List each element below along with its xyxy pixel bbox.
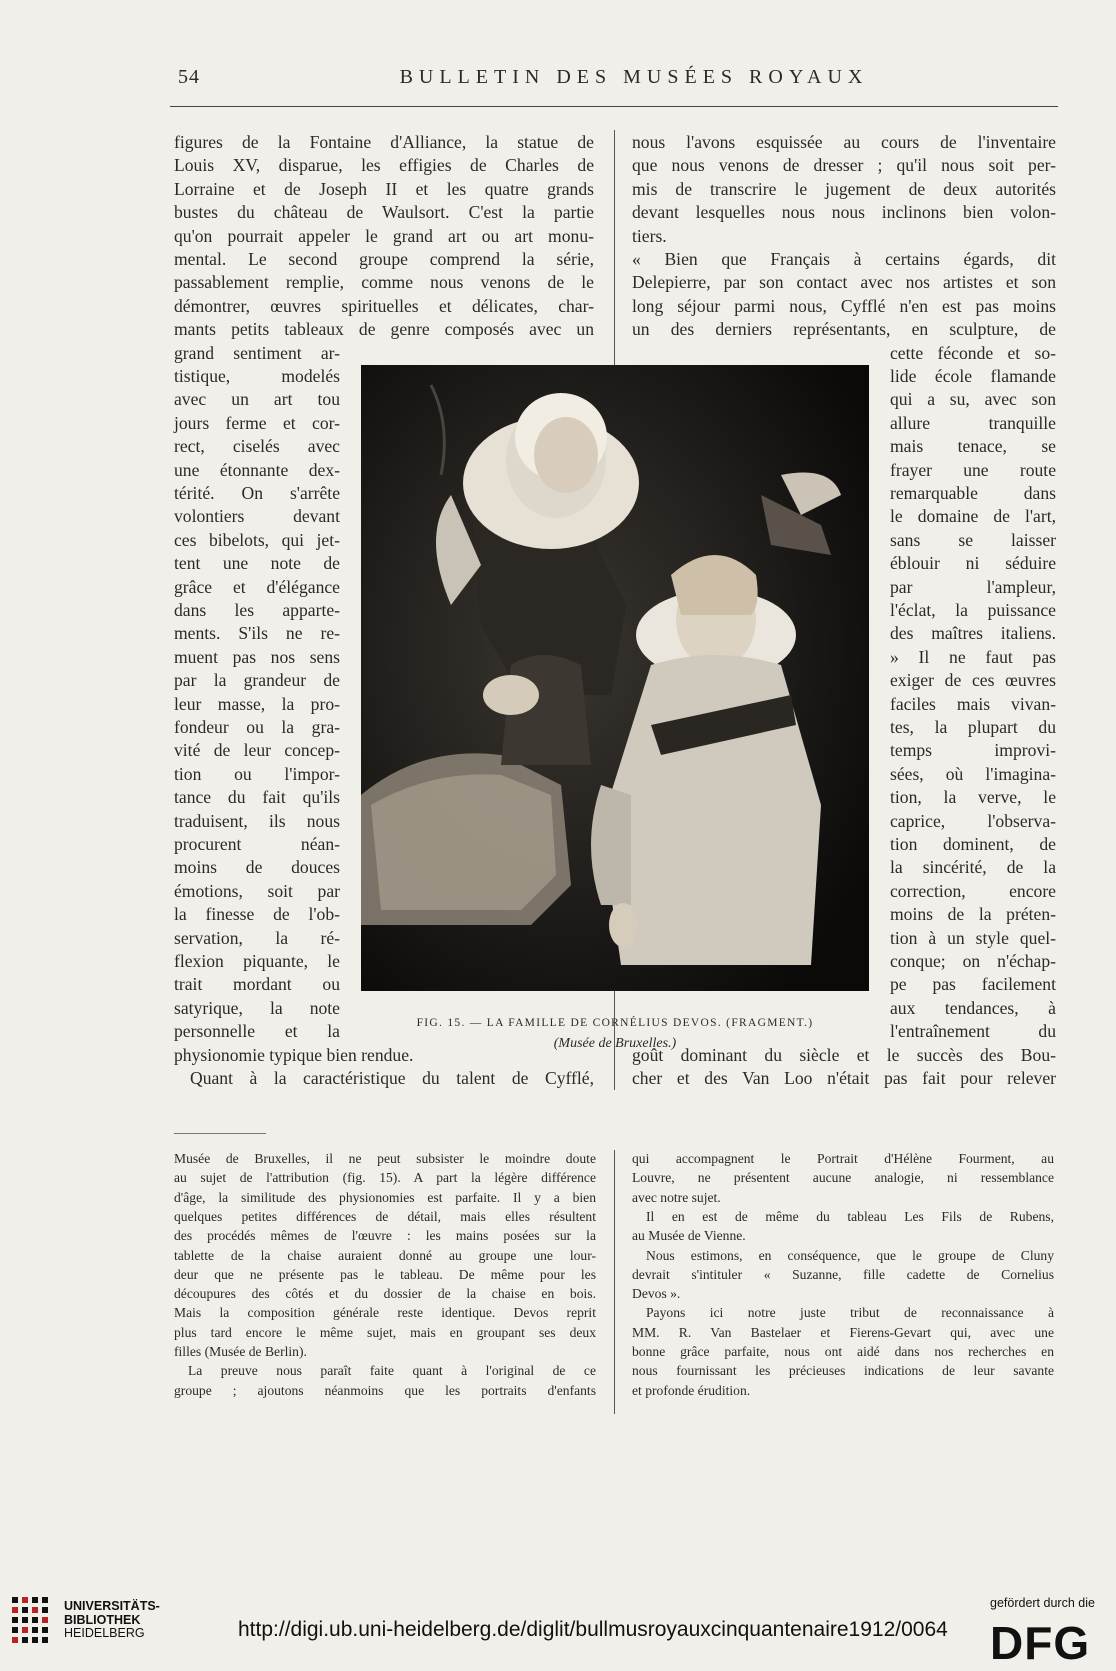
left-column-line: servation, la ré-	[174, 927, 340, 948]
left-column-line: moins de douces	[174, 857, 340, 878]
right-column-line: cher et des Van Loo n'était pas fait pour relever	[632, 1068, 1056, 1088]
right-column-line: tion, la verve, le	[890, 787, 1056, 808]
figure-source: (Musée de Bruxelles.)	[553, 1036, 677, 1051]
header-rule	[170, 106, 1058, 107]
footnotes-right-line: avec notre sujet.	[632, 1189, 721, 1205]
left-column-line: ces bibelots, qui jet-	[174, 529, 340, 550]
right-column-line: cette féconde et so-	[890, 342, 1056, 363]
left-column-line: térité. On s'arrête	[174, 483, 340, 503]
right-column-line: tion à un style quel-	[890, 927, 1056, 948]
digitization-footer	[0, 1590, 1116, 1671]
footnotes-left-line: tablette de la chaise auraient donné au groupe une lour-	[174, 1247, 596, 1263]
right-column-line: la sincérité, de la	[890, 857, 1056, 878]
footnotes-left-line: plus tard encore le même sujet, mais en groupant ses deux	[174, 1324, 596, 1340]
left-column-line: personnelle et la	[174, 1021, 340, 1042]
footnotes-right-line: nous fournissant les précieuses indications de leur savante	[632, 1363, 1054, 1379]
left-column-line: Lorraine et de Joseph II et les quatre grands	[174, 178, 594, 199]
footnotes-right-line: qui accompagnent le Portrait d'Hélène Fourment, au	[632, 1151, 1054, 1166]
footnotes-left-line: d'âge, la similitude des physionomies est parfaite. Il y a bien	[174, 1189, 596, 1205]
right-column-line: pe pas facilement	[890, 974, 1056, 995]
right-column-line: » Il ne faut pas	[890, 646, 1056, 667]
right-column-line: exiger de ces œuvres	[890, 670, 1056, 691]
running-title: BULLETIN DES MUSÉES ROYAUX	[399, 66, 869, 88]
footnotes-left-line: quelques petites différences de détail, mais elles résultent	[174, 1208, 596, 1224]
left-column-line: tent une note de	[174, 553, 340, 574]
right-column-line: tion dominent, de	[890, 834, 1056, 854]
footnote-column-divider	[614, 1150, 615, 1414]
left-column-line: jours ferme et cor-	[174, 412, 340, 433]
right-column-line: faciles mais vivan-	[890, 693, 1056, 714]
right-column-line: mais tenace, se	[890, 436, 1056, 457]
left-column-line: satyrique, la note	[174, 997, 340, 1018]
left-column-line: leur masse, la pro-	[174, 693, 340, 714]
right-column-line: caprice, l'observa-	[890, 810, 1056, 831]
left-column-line: grand sentiment ar-	[174, 342, 340, 363]
footnotes-left-line: Mais la composition générale reste identique. Devos reprit	[174, 1305, 596, 1321]
right-column-line: moins de la préten-	[890, 904, 1056, 925]
left-column-line: tance du fait qu'ils	[174, 787, 340, 808]
right-column-line: lide école flamande	[890, 366, 1056, 386]
left-column-line: par la grandeur de	[174, 670, 340, 691]
footnotes-right-line: Il en est de même du tableau Les Fils de Rubens,	[646, 1208, 1054, 1224]
footnotes-right-line: Nous estimons, en conséquence, que le groupe de Cluny	[646, 1247, 1054, 1263]
university-library-logo-icon	[10, 1595, 54, 1653]
painting-figure	[361, 365, 869, 991]
left-column-line: une étonnante dex-	[174, 459, 340, 480]
right-column-line: des maîtres italiens.	[890, 623, 1056, 644]
left-column-line: Louis XV, disparue, les effigies de Charles de	[174, 155, 594, 176]
footnotes-right-line: Devos ».	[632, 1286, 681, 1302]
right-column-line: l'éclat, la puissance	[890, 600, 1056, 620]
left-column-line: passablement remplie, comme nous venons de le	[174, 272, 594, 293]
footnote-rule	[174, 1133, 266, 1134]
left-column-line: grâce et d'élégance	[174, 576, 340, 597]
right-column-line: tiers.	[632, 225, 667, 246]
left-column-line: rect, ciselés avec	[174, 436, 340, 457]
right-column-line: frayer une route	[890, 459, 1056, 480]
left-column-line: trait mordant ou	[174, 974, 340, 995]
right-column-line: goût dominant du siècle et le succès des Bou-	[632, 1044, 1056, 1065]
page-number: 54	[178, 66, 200, 88]
source-url-link[interactable]: http://digi.ub.uni-heidelberg.de/diglit/bullmusroyauxcinquantenaire1912/0064	[238, 1618, 948, 1641]
left-column-line: émotions, soit par	[174, 880, 340, 901]
left-column-line: bustes du château de Waulsort. C'est la partie	[174, 202, 594, 223]
right-column-line: tes, la plupart du	[890, 717, 1056, 737]
right-column-line: correction, encore	[890, 880, 1056, 901]
footnotes-right-line: MM. R. Van Bastelaer et Fierens-Gevart qui, avec une	[632, 1324, 1054, 1340]
footnotes-left-line: au sujet de l'attribution (fig. 15). A part la légère différence	[174, 1170, 596, 1186]
footnotes-left-line: découpures des côtés et du dossier de la chaise en bois.	[174, 1286, 596, 1302]
left-column-line: mants petits tableaux de genre composés avec un	[174, 319, 594, 340]
page-header	[170, 66, 1058, 94]
right-column-line: allure tranquille	[890, 412, 1056, 433]
right-column-line: l'entraînement du	[890, 1021, 1056, 1042]
footnotes-left-line: filles (Musée de Berlin).	[174, 1344, 307, 1359]
right-column-line: que nous venons de dresser ; qu'il nous soit per-	[632, 155, 1056, 176]
footnotes-right-line: bonne grâce parfaite, nous ont aidé dans nos recherches en	[632, 1344, 1054, 1359]
footnotes-left-line: La preuve nous paraît faite quant à l'original de ce	[188, 1363, 596, 1379]
right-column-line: Delepierre, par son contact avec nos artistes et son	[632, 272, 1056, 293]
footnotes-left-line: Musée de Bruxelles, il ne peut subsister le moindre doute	[174, 1151, 596, 1166]
right-column-line: devant lesquelles nous nous inclinons bien volon-	[632, 202, 1056, 223]
library-name: UNIVERSITÄTS- BIBLIOTHEK HEIDELBERG	[64, 1599, 160, 1640]
footnotes-right-line: Louvre, ne présentent aucune analogie, ni ressemblance	[632, 1170, 1054, 1186]
left-column-line: Quant à la caractéristique du talent de Cyfflé,	[190, 1068, 594, 1088]
left-column-line: muent pas nos sens	[174, 646, 340, 667]
footnotes-right-line: au Musée de Vienne.	[632, 1228, 746, 1244]
left-column-line: traduisent, ils nous	[174, 810, 340, 831]
right-column-line: mis de transcrire le jugement de deux autorités	[632, 178, 1056, 199]
footnotes-left-line: groupe ; ajoutons néanmoins que les portraits d'enfants	[174, 1382, 596, 1398]
right-column-line: remarquable dans	[890, 483, 1056, 503]
left-column-line: procurent néan-	[174, 834, 340, 854]
left-column-line: ments. S'ils ne re-	[174, 623, 340, 644]
left-column-line: vité de leur concep-	[174, 740, 340, 761]
footnotes-right-line: Payons ici notre juste tribut de reconnaissance à	[646, 1305, 1054, 1321]
left-column-line: tistique, modelés	[174, 366, 340, 386]
left-column-line: qu'on pourrait appeler le grand art ou art monu-	[174, 225, 594, 246]
left-column-line: dans les apparte-	[174, 600, 340, 620]
left-column-line: avec un art tou	[174, 389, 340, 410]
footnotes-right-line: devrait s'intituler « Suzanne, fille cadette de Cornelius	[632, 1266, 1054, 1282]
right-column-line: temps improvi-	[890, 740, 1056, 761]
funder-label: gefördert durch die	[990, 1596, 1095, 1610]
right-column-line: long séjour parmi nous, Cyfflé n'en est pas moins	[632, 295, 1056, 316]
painting-image	[361, 365, 869, 991]
right-column-line: aux tendances, à	[890, 997, 1056, 1018]
right-column-line: éblouir ni séduire	[890, 553, 1056, 574]
figure-caption: FIG. 15. — LA FAMILLE DE CORNÉLIUS DEVOS. (FRAGMENT.)	[416, 1017, 814, 1029]
footnotes-left-line: des procédés mêmes de l'œuvre : les mains posées sur la	[174, 1228, 596, 1244]
left-column-line: démontrer, œuvres spirituelles et délicates, char-	[174, 295, 594, 316]
left-column-line: volontiers devant	[174, 506, 340, 527]
left-column-line: fondeur ou la gra-	[174, 717, 340, 737]
dfg-logo: DFG	[990, 1617, 1091, 1669]
left-column-line: la finesse de l'ob-	[174, 904, 340, 925]
right-column-line: conque; on n'échap-	[890, 951, 1056, 971]
right-column-line: un des derniers représentants, en sculpture, de	[632, 319, 1056, 340]
footnotes-right-line: et profonde érudition.	[632, 1382, 751, 1398]
left-column-line: flexion piquante, le	[174, 951, 340, 971]
left-column-line: figures de la Fontaine d'Alliance, la statue de	[174, 132, 594, 152]
right-column-line: qui a su, avec son	[890, 389, 1056, 410]
right-column-line: nous l'avons esquissée au cours de l'inventaire	[632, 132, 1056, 152]
right-column-line: par l'ampleur,	[890, 576, 1056, 597]
right-column-line: sans se laisser	[890, 529, 1056, 550]
left-column-line: tion ou l'impor-	[174, 763, 340, 784]
footnotes-left-line: deur que ne présente pas le tableau. De même pour les	[174, 1266, 596, 1282]
right-column-line: « Bien que Français à certains égards, dit	[632, 249, 1056, 269]
right-column-line: le domaine de l'art,	[890, 506, 1056, 527]
right-column-line: sées, où l'imagina-	[890, 763, 1056, 784]
left-column-line: mental. Le second groupe comprend la série,	[174, 249, 594, 269]
left-column-line: physionomie typique bien rendue.	[174, 1044, 414, 1065]
